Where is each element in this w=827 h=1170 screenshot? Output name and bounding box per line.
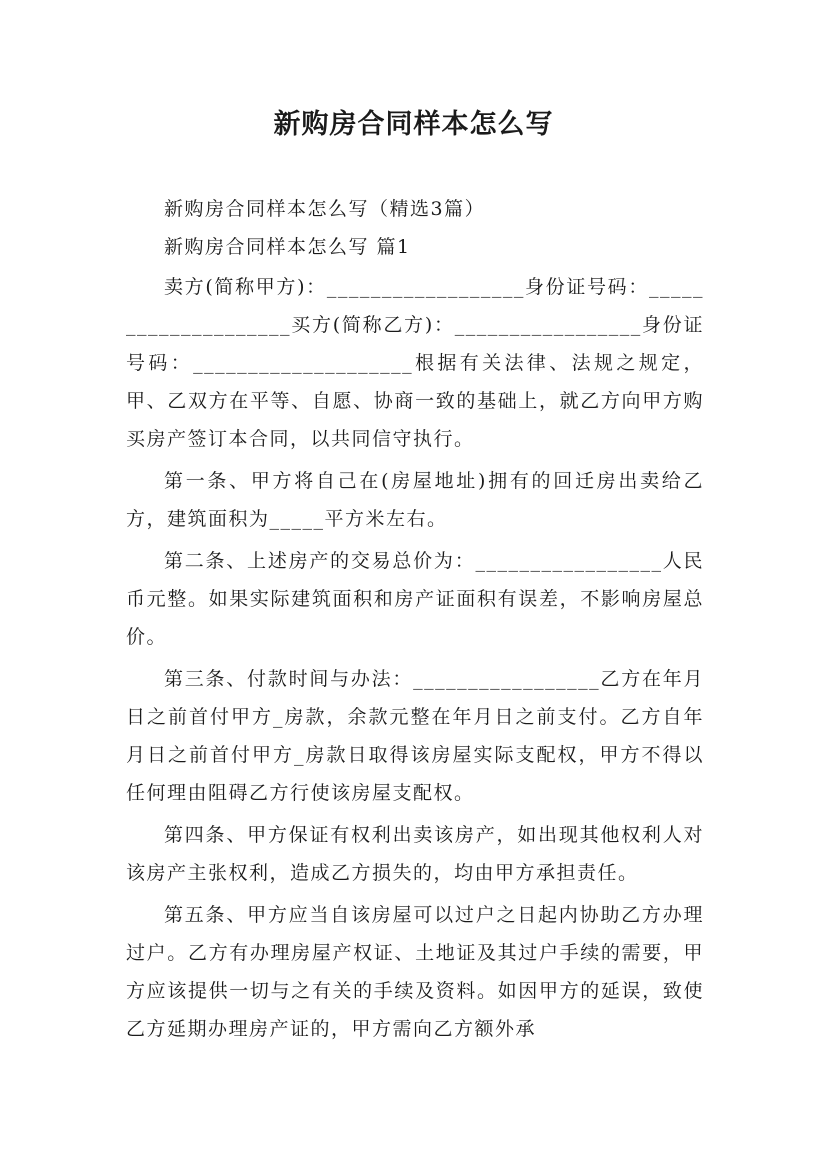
paragraph-article-2: 第二条、上述房产的交易总价为：_________________人民币元整。如果实际建筑面积和房产证面积有误差，不影响房屋总价。 (126, 550, 704, 648)
paragraph-parties: 卖方(简称甲方)：__________________身份证号码：____________________买方(简称乙方)：_________________身份证号码：____________________根据有关法律、法规之规定，甲、乙双方在平等、自愿、协商一致的基础上，就乙方向甲方购买房产签订本合同，以共同信守执行。 (126, 276, 704, 450)
paragraph-article-3: 第三条、付款时间与办法：_________________乙方在年月日之前首付甲方_房款，余款元整在年月日之前支付。乙方自年月日之前首付甲方_房款日取得该房屋实际支配权，甲方不得以任何理由阻碍乙方行使该房屋支配权。 (126, 668, 704, 804)
paragraph-article-1: 第一条、甲方将自己在(房屋地址)拥有的回迁房出卖给乙方，建筑面积为_____平方米左右。 (126, 470, 704, 530)
document-title: 新购房合同样本怎么写 (273, 109, 554, 140)
paragraph-article-5: 第五条、甲方应当自该房屋可以过户之日起内协助乙方办理过户。乙方有办理房屋产权证、土地证及其过户手续的需要，甲方应该提供一切与之有关的手续及资料。如因甲方的延误，致使乙方延期办理房产证的，甲方需向乙方额外承 (126, 904, 704, 1040)
document-body (126, 190, 704, 1052)
paragraph-section-heading: 新购房合同样本怎么写 篇1 (164, 236, 411, 258)
paragraph-article-4: 第四条、甲方保证有权利出卖该房产，如出现其他权利人对该房产主张权利，造成乙方损失的，均由甲方承担责任。 (126, 824, 704, 884)
paragraph-subtitle: 新购房合同样本怎么写（精选3篇） (164, 198, 486, 220)
